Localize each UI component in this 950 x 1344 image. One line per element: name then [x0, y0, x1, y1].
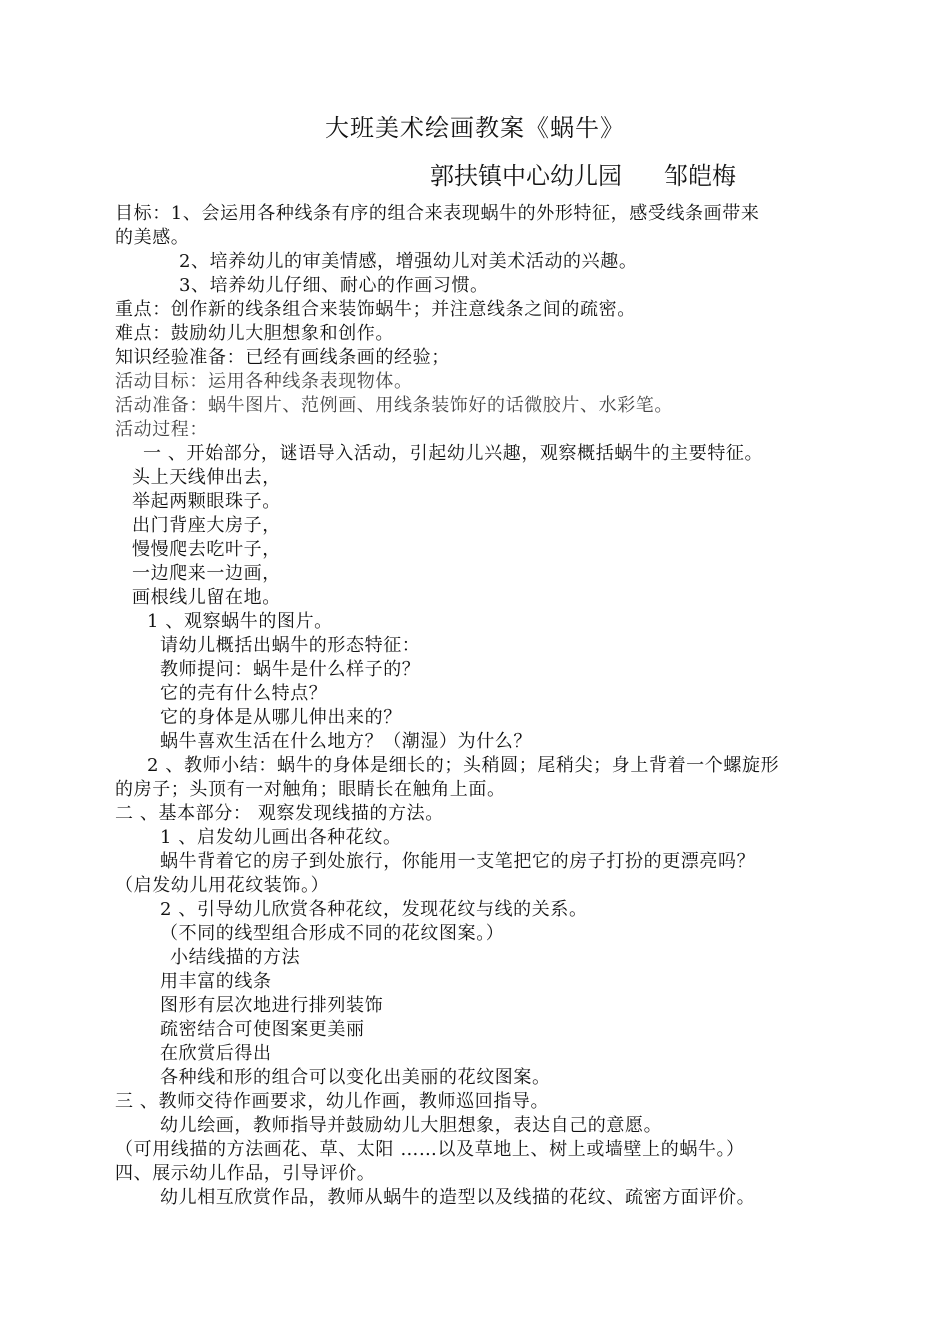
- text-line: 在欣赏后得出: [160, 1043, 272, 1064]
- text-line: 三 、教师交待作画要求，幼儿作画，教师巡回指导。: [115, 1091, 550, 1112]
- text-line: 幼儿绘画，教师指导并鼓励幼儿大胆想象，表达自己的意愿。: [160, 1115, 663, 1136]
- text-line: （可用线描的方法画花、草、太阳 ……以及草地上、树上或墙壁上的蜗牛。）: [115, 1139, 745, 1160]
- text-line: 3、培养幼儿仔细、耐心的作画习惯。: [179, 275, 489, 296]
- text-line: 头上天线伸出去，: [132, 467, 281, 488]
- text-line: 幼儿相互欣赏作品，教师从蜗牛的造型以及线描的花纹、疏密方面评价。: [160, 1187, 756, 1208]
- school-name: 郭扶镇中心幼儿园: [430, 162, 622, 190]
- text-line: 二 、基本部分： 观察发现线描的方法。: [115, 803, 444, 824]
- text-line: 画根线儿留在地。: [132, 587, 281, 608]
- text-line: 的房子；头顶有一对触角；眼睛长在触角上面。: [115, 779, 506, 800]
- text-line: 1 、启发幼儿画出各种花纹。: [160, 827, 402, 848]
- text-line: 一边爬来一边画，: [132, 563, 281, 584]
- text-line: 蜗牛背着它的房子到处旅行，你能用一支笔把它的房子打扮的更漂亮吗？: [160, 851, 756, 872]
- text-line: 慢慢爬去吃叶子，: [132, 539, 281, 560]
- text-line: 1 、观察蜗牛的图片。: [147, 611, 333, 632]
- text-line: 它的身体是从哪儿伸出来的？: [160, 707, 402, 728]
- text-line: 蜗牛喜欢生活在什么地方？（潮湿）为什么？: [160, 731, 532, 752]
- text-line: 用丰富的线条: [160, 971, 272, 992]
- text-line: 各种线和形的组合可以变化出美丽的花纹图案。: [160, 1067, 551, 1088]
- text-line: 小结线描的方法: [170, 947, 301, 968]
- text-line: 2、培养幼儿的审美情感，增强幼儿对美术活动的兴趣。: [179, 251, 638, 272]
- text-line: 的美感。: [115, 227, 190, 248]
- text-line: 四、展示幼儿作品，引导评价。: [115, 1163, 376, 1184]
- text-line: 举起两颗眼珠子。: [132, 491, 281, 512]
- text-line: （启发幼儿用花纹装饰。）: [115, 875, 330, 896]
- text-line: 2 、教师小结：蜗牛的身体是细长的；头稍圆；尾稍尖；身上背着一个螺旋形: [147, 755, 780, 776]
- text-line: 活动准备：蜗牛图片、范例画、用线条装饰好的话微胶片、水彩笔。: [115, 395, 673, 416]
- teacher-name: 邹皑梅: [664, 162, 736, 190]
- text-line: 疏密结合可使图案更美丽: [160, 1019, 365, 1040]
- text-line: 2 、引导幼儿欣赏各种花纹，发现花纹与线的关系。: [160, 899, 588, 920]
- text-line: 目标：1、会运用各种线条有序的组合来表现蜗牛的外形特征，感受线条画带来: [115, 203, 760, 224]
- text-line: 教师提问：蜗牛是什么样子的？: [160, 659, 421, 680]
- author-line: [430, 156, 736, 191]
- text-line: 一 、开始部分，谜语导入活动，引起幼儿兴趣，观察概括蜗牛的主要特征。: [143, 443, 764, 464]
- document-title: 大班美术绘画教案《蜗牛》: [325, 114, 625, 142]
- text-line: 它的壳有什么特点？: [160, 683, 328, 704]
- text-line: 出门背座大房子，: [132, 515, 281, 536]
- text-line: 活动过程：: [115, 419, 208, 440]
- text-line: 请幼儿概括出蜗牛的形态特征：: [160, 635, 421, 656]
- document-body: [115, 202, 865, 1210]
- text-line: 知识经验准备：已经有画线条画的经验；: [115, 347, 450, 368]
- text-line: 重点：创作新的线条组合来装饰蜗牛；并注意线条之间的疏密。: [115, 299, 636, 320]
- text-line: 图形有层次地进行排列装饰: [160, 995, 384, 1016]
- text-line: 活动目标：运用各种线条表现物体。: [115, 371, 413, 392]
- text-line: （不同的线型组合形成不同的花纹图案。）: [160, 923, 505, 944]
- text-line: 难点：鼓励幼儿大胆想象和创作。: [115, 323, 394, 344]
